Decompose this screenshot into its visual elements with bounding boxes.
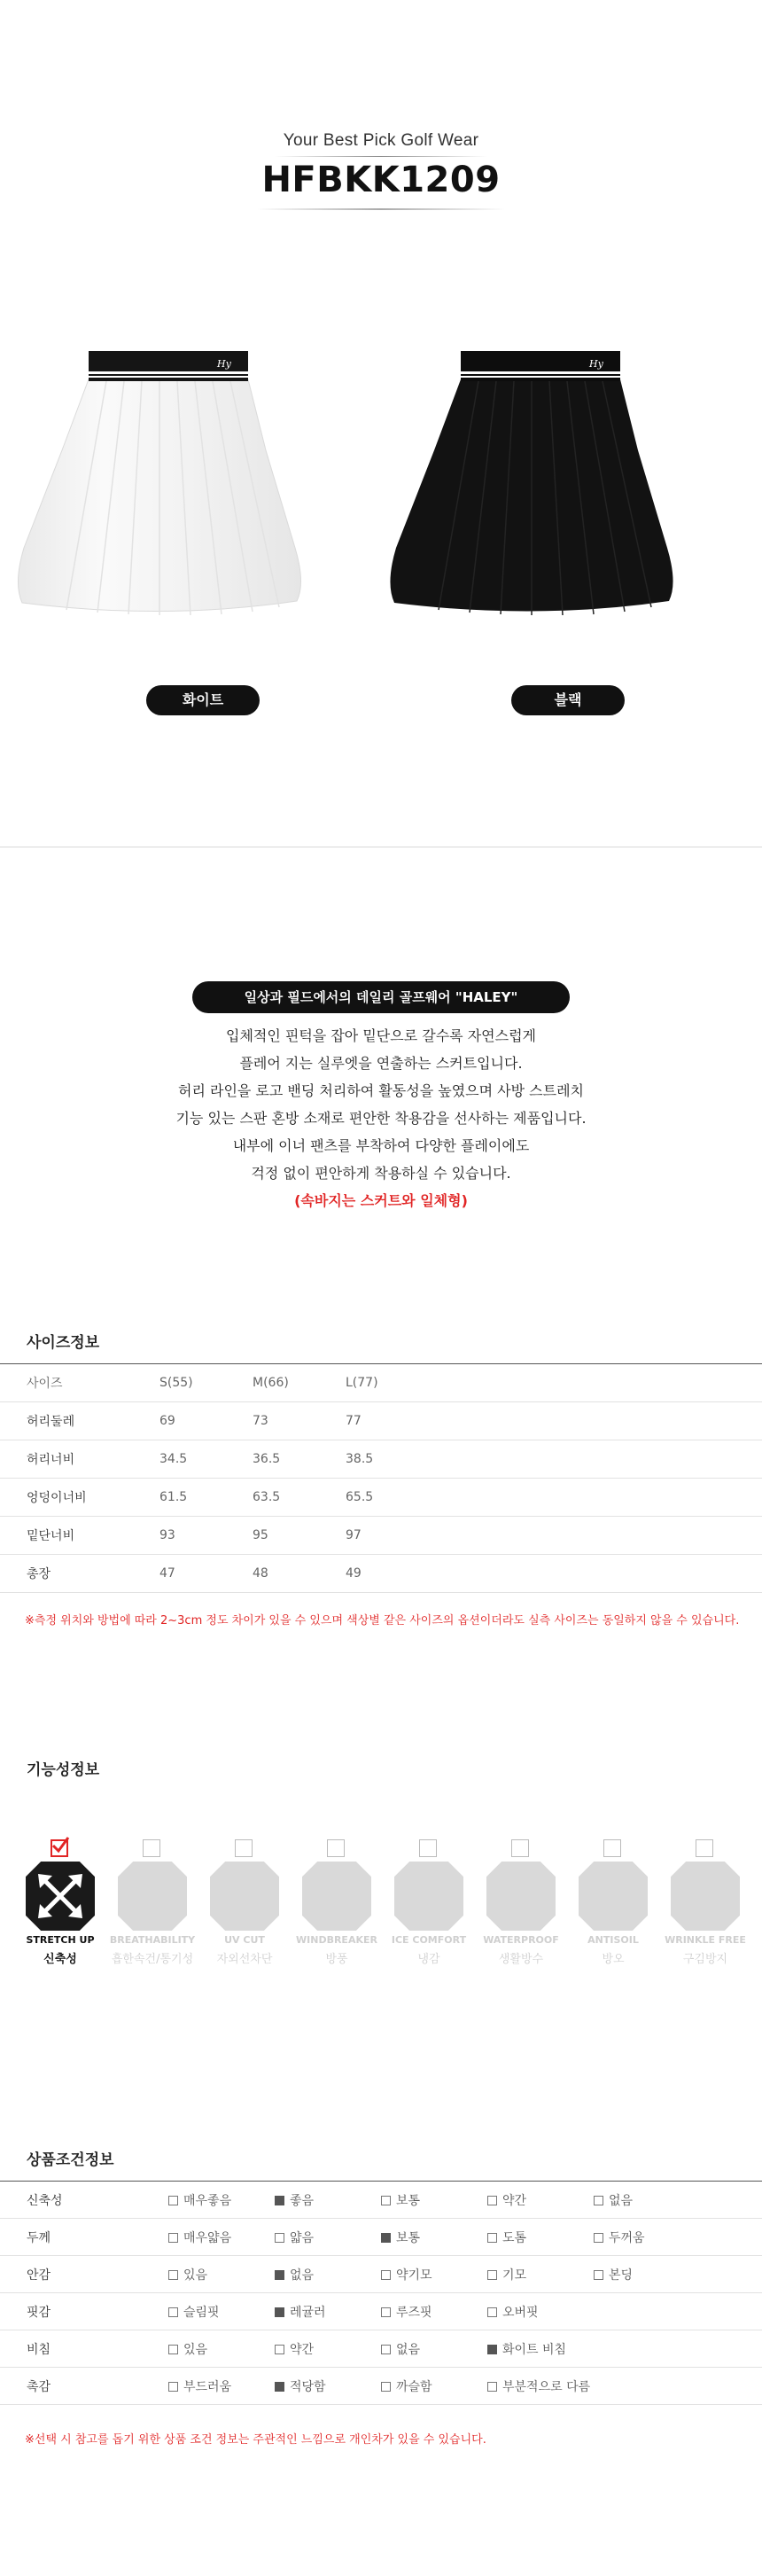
size-cell: 95 (253, 1517, 346, 1555)
condition-label: 두께 (0, 2219, 168, 2256)
option-label: 기모 (502, 2268, 527, 2283)
size-cell: 69 (159, 1402, 253, 1440)
function-icons (18, 1835, 753, 1986)
option-box (487, 2382, 497, 2392)
checkbox-empty (696, 1839, 713, 1857)
description-line: 허리 라인을 로고 밴딩 처리하여 활동성을 높였으며 사방 스트레치 (177, 1082, 584, 1099)
option-label: 까슬함 (396, 2379, 432, 2394)
option-box (487, 2307, 497, 2317)
function-uv-cut (202, 1835, 287, 1986)
color-label-white: 화이트 (146, 685, 260, 715)
function-ko-label: 냉감 (417, 1953, 440, 1966)
size-header-cell: S(55) (159, 1364, 253, 1402)
function-ko-label: 생활방수 (498, 1953, 544, 1966)
option-label: 약간 (502, 2193, 527, 2208)
option-box (487, 2233, 497, 2243)
description-body (0, 1022, 762, 1214)
option-box (168, 2382, 178, 2392)
option-label: 있음 (183, 2342, 208, 2357)
function-info-title: 기능성정보 (27, 1761, 100, 1779)
function-ko-label: 방오 (602, 1953, 625, 1966)
size-header-cell: 사이즈 (0, 1364, 159, 1402)
size-row-label: 엉덩이너비 (0, 1479, 159, 1517)
size-cell: 34.5 (159, 1440, 253, 1479)
table-row (0, 2293, 762, 2330)
option-label: 없음 (609, 2193, 634, 2208)
option-label: 오버핏 (502, 2305, 539, 2320)
condition-label: 핏감 (0, 2293, 168, 2330)
wrinkle-free-icon (671, 1862, 740, 1931)
table-row (0, 1517, 762, 1555)
size-cell: 61.5 (159, 1479, 253, 1517)
table-row (0, 1479, 762, 1517)
option-label: 보통 (396, 2230, 421, 2245)
svg-text:Hy: Hy (589, 358, 603, 370)
size-row-label: 허리둘레 (0, 1402, 159, 1440)
description-line: 입체적인 핀턱을 잡아 밑단으로 갈수록 자연스럽게 (225, 1027, 536, 1044)
condition-label: 신축성 (0, 2182, 168, 2219)
description-line: 플레어 지는 실루엣을 연출하는 스커트입니다. (239, 1055, 523, 1072)
table-row (0, 2256, 762, 2293)
model-rule (257, 208, 505, 210)
size-cell: 73 (253, 1402, 346, 1440)
option-box (381, 2307, 391, 2317)
waterproof-icon (486, 1862, 556, 1931)
uv-cut-icon (210, 1862, 279, 1931)
option-label: 있음 (183, 2268, 208, 2283)
checkbox-empty (327, 1839, 345, 1857)
option-label: 없음 (396, 2342, 421, 2357)
size-cell: 38.5 (346, 1440, 439, 1479)
option-box (381, 2270, 391, 2280)
description-line: 내부에 이너 팬츠를 부착하여 다양한 플레이에도 (232, 1137, 530, 1154)
size-cell: 97 (346, 1517, 439, 1555)
option-label: 본딩 (609, 2268, 634, 2283)
option-label: 도톰 (502, 2230, 527, 2245)
option-label: 약기모 (396, 2268, 432, 2283)
description-headline: 일상과 필드에서의 데일리 골프웨어 "HALEY" (192, 981, 570, 1013)
function-en-label: ANTISOIL (587, 1934, 639, 1946)
option-box-selected (275, 2307, 284, 2317)
function-breathability (110, 1835, 195, 1986)
option-label: 없음 (290, 2268, 315, 2283)
function-en-label: UV CUT (224, 1934, 265, 1946)
ice-comfort-icon (394, 1862, 463, 1931)
table-row (0, 2182, 762, 2219)
option-label: 매우얇음 (183, 2230, 232, 2245)
option-box (594, 2196, 603, 2205)
color-label-black: 블랙 (511, 685, 625, 715)
checkbox-empty (143, 1839, 160, 1857)
function-waterproof (478, 1835, 564, 1986)
description-line: 기능 있는 스판 혼방 소재로 편안한 착용감을 선사하는 제품입니다. (175, 1110, 587, 1127)
function-wrinkle-free (663, 1835, 748, 1986)
option-label: 약간 (290, 2342, 315, 2357)
option-box-selected (275, 2270, 284, 2280)
table-row (0, 1555, 762, 1593)
table-row (0, 2368, 762, 2405)
option-label: 부드러움 (183, 2379, 232, 2394)
size-table-header (0, 1364, 762, 1402)
function-ko-label: 방풍 (325, 1953, 348, 1966)
stretch-arrows-icon (26, 1862, 95, 1931)
checkbox-empty (419, 1839, 437, 1857)
size-cell: 36.5 (253, 1440, 346, 1479)
function-windbreaker (294, 1835, 379, 1986)
windbreaker-icon (302, 1862, 371, 1931)
size-cell: 49 (346, 1555, 439, 1593)
breathability-icon (118, 1862, 187, 1931)
function-en-label: WATERPROOF (483, 1934, 559, 1946)
function-ice-comfort (386, 1835, 471, 1986)
option-box-selected (275, 2196, 284, 2205)
option-label: 적당함 (290, 2379, 326, 2394)
size-row-label: 밑단너비 (0, 1517, 159, 1555)
condition-label: 비침 (0, 2330, 168, 2368)
function-ko-label: 구김방지 (682, 1953, 728, 1966)
option-box (168, 2307, 178, 2317)
option-box (275, 2345, 284, 2354)
size-row-label: 총장 (0, 1555, 159, 1593)
option-box (275, 2233, 284, 2243)
option-box-selected (381, 2233, 391, 2243)
condition-table (0, 2181, 762, 2405)
option-box (168, 2233, 178, 2243)
size-cell: 65.5 (346, 1479, 439, 1517)
size-cell: 77 (346, 1402, 439, 1440)
option-label: 매우좋음 (183, 2193, 232, 2208)
option-box (487, 2196, 497, 2205)
option-box-selected (275, 2382, 284, 2392)
table-row (0, 2219, 762, 2256)
svg-text:Hy: Hy (217, 358, 231, 370)
function-stretch (18, 1835, 103, 1986)
option-label: 두꺼움 (609, 2230, 645, 2245)
option-label: 부분적으로 다름 (502, 2379, 591, 2394)
hero-section (0, 0, 762, 847)
description-note: (속바지는 스커트와 일체형) (294, 1192, 468, 1209)
option-label: 레귤러 (290, 2305, 326, 2320)
white-skirt-image (13, 344, 315, 626)
option-box (381, 2196, 391, 2205)
function-ko-label: 자외선차단 (216, 1953, 273, 1966)
condition-label: 촉감 (0, 2368, 168, 2405)
option-box (168, 2345, 178, 2354)
size-table (0, 1363, 762, 1593)
tagline-rule (275, 156, 487, 157)
size-cell: 48 (253, 1555, 346, 1593)
checkbox-empty (235, 1839, 253, 1857)
size-header-cell: M(66) (253, 1364, 346, 1402)
option-box (168, 2270, 178, 2280)
size-info-title: 사이즈정보 (27, 1334, 100, 1352)
function-en-label: WRINKLE FREE (665, 1934, 746, 1946)
option-box (168, 2196, 178, 2205)
option-box (487, 2270, 497, 2280)
option-box (594, 2233, 603, 2243)
function-antisoil (571, 1835, 656, 1986)
option-box (381, 2345, 391, 2354)
option-box (594, 2270, 603, 2280)
check-icon (51, 1839, 68, 1857)
model-number: HFBKK1209 (261, 160, 501, 200)
size-row-label: 허리너비 (0, 1440, 159, 1479)
black-skirt-image (385, 344, 687, 626)
function-en-label: BREATHABILITY (109, 1934, 196, 1946)
condition-note: ※선택 시 참고를 돕기 위한 상품 조건 정보는 주관적인 느낌으로 개인차가 있을 수 있습니다. (25, 2433, 486, 2447)
option-label: 화이트 비침 (502, 2342, 567, 2357)
table-row (0, 1402, 762, 1440)
condition-info-title: 상품조건정보 (27, 2151, 114, 2169)
size-measure-note: ※측정 위치와 방법에 따라 2~3cm 정도 차이가 있을 수 있으며 색상별 같은 사이즈의 옵션이더라도 실측 사이즈는 동일하지 않을 수 있습니다. (25, 1614, 740, 1628)
condition-label: 안감 (0, 2256, 168, 2293)
function-ko-label: 흡한속건/통기성 (111, 1953, 194, 1966)
function-ko-label: 신축성 (43, 1953, 77, 1966)
option-box (381, 2382, 391, 2392)
option-label: 루즈핏 (396, 2305, 432, 2320)
size-cell: 63.5 (253, 1479, 346, 1517)
tagline: Your Best Pick Golf Wear (283, 131, 479, 150)
table-row (0, 2330, 762, 2368)
option-label: 보통 (396, 2193, 421, 2208)
checkbox-empty (603, 1839, 621, 1857)
option-box-selected (487, 2345, 497, 2354)
option-label: 얇음 (290, 2230, 315, 2245)
size-cell: 93 (159, 1517, 253, 1555)
table-row (0, 1440, 762, 1479)
function-en-label: WINDBREAKER (296, 1934, 377, 1946)
function-en-label: STRETCH UP (26, 1934, 95, 1946)
option-label: 슬림핏 (183, 2305, 220, 2320)
size-header-cell: L(77) (346, 1364, 439, 1402)
antisoil-icon (579, 1862, 648, 1931)
function-en-label: ICE COMFORT (391, 1934, 467, 1946)
option-label: 좋음 (290, 2193, 315, 2208)
checkbox-empty (511, 1839, 529, 1857)
description-line: 걱정 없이 편안하게 착용하실 수 있습니다. (251, 1165, 511, 1182)
size-cell: 47 (159, 1555, 253, 1593)
